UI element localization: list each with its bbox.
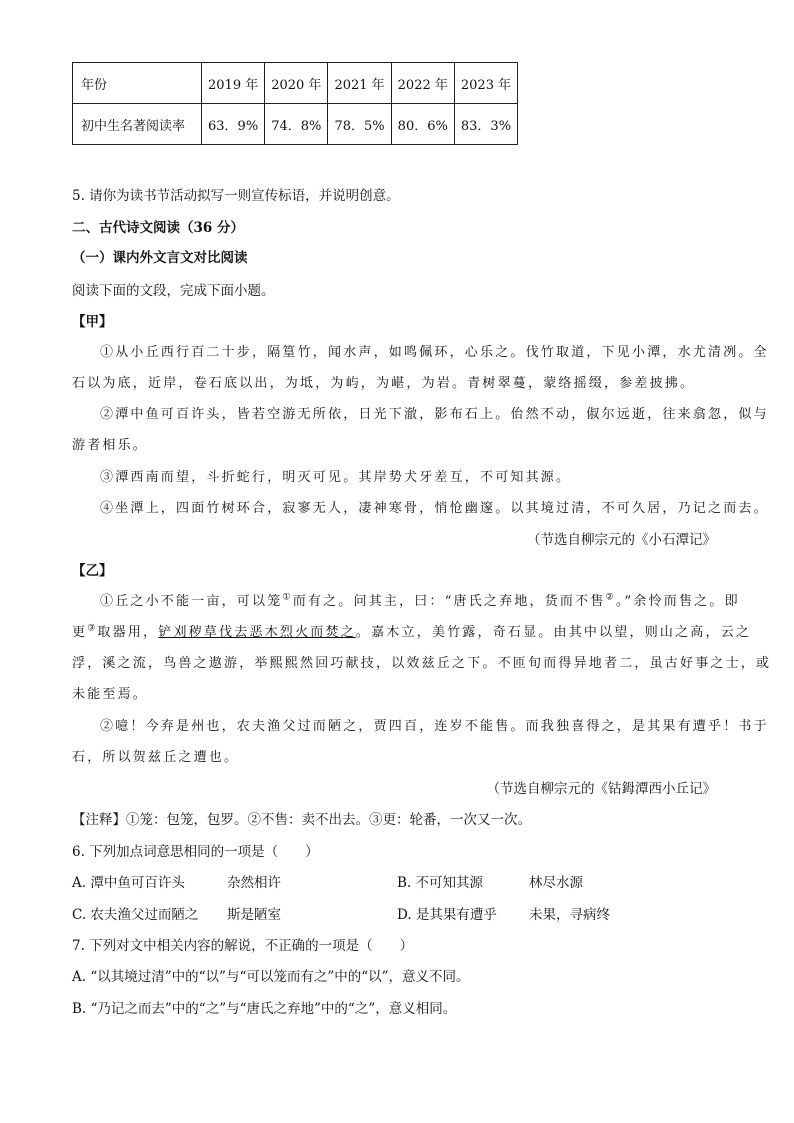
annotation-notes: 【注释】①笼：包笼，包罗。②不售：卖不出去。③更：轮番，一次又一次。 bbox=[72, 812, 531, 828]
passage-yi-label: 【乙】 bbox=[72, 563, 113, 579]
table-cell: 63．9% bbox=[202, 104, 265, 145]
table-cell: 2022 年 bbox=[391, 63, 454, 104]
text-span: 。嘉木立，美竹露，奇石显。由其中以望，则山之高，云之 bbox=[355, 625, 752, 640]
underlined-sentence: 铲刈秽草伐去恶木烈火而焚之 bbox=[158, 625, 356, 640]
question-7-stem: 7. 下列对文中相关内容的解说，不正确的一项是（ ） bbox=[72, 938, 414, 954]
passage-yi-line bbox=[72, 621, 751, 640]
text-span: 而有之。问其主，曰：“唐氏之弃地，货而不售 bbox=[292, 594, 606, 609]
subsection-1-heading: （一）课内外文言文对比阅读 bbox=[72, 250, 248, 266]
option-a-compare: 杂然相许 bbox=[227, 875, 281, 891]
text-span: 取器用， bbox=[97, 625, 159, 640]
passage-jia-line: 游者相乐。 bbox=[72, 438, 149, 453]
passage-jia-line: ③潭西南而望，斗折蛇行，明灭可见。其岸势犬牙差互，不可知其源。 bbox=[100, 470, 572, 485]
passage-jia-line: ②潭中鱼可百许头，皆若空游无所依，日光下澈，影布石上。佁然不动，俶尔远逝，往来翕忽，似与 bbox=[100, 407, 769, 422]
text-span: 。”余怜而售之。即 bbox=[615, 594, 740, 609]
table-cell: 83．3% bbox=[454, 104, 517, 145]
reading-rate-table bbox=[72, 62, 518, 145]
passage-jia-label: 【甲】 bbox=[72, 314, 113, 330]
table-cell: 80．6% bbox=[391, 104, 454, 145]
passage-yi-source: （节选自柳宗元的《钴鉧潭西小丘记》 bbox=[486, 781, 716, 797]
passage-yi-line bbox=[100, 590, 740, 609]
table-header-row bbox=[73, 63, 518, 104]
question-5: 5. 请你为读书节活动拟写一则宣传标语，并说明创意。 bbox=[72, 188, 400, 204]
table-cell: 初中生名著阅读率 bbox=[73, 104, 202, 145]
note-marker: ① bbox=[282, 592, 293, 603]
passage-jia-line: ①从小丘西行百二十步，隔篁竹，闻水声，如鸣佩环，心乐之。伐竹取道，下见小潭，水尤清冽。全 bbox=[100, 345, 769, 360]
passage-yi-line: 未能至焉。 bbox=[72, 687, 149, 702]
table-cell: 2023 年 bbox=[454, 63, 517, 104]
text-span: 更 bbox=[72, 625, 88, 640]
question-6-stem: 6. 下列加点词意思相同的一项是（ ） bbox=[72, 844, 319, 860]
table-cell: 74．8% bbox=[265, 104, 328, 145]
table-cell: 2019 年 bbox=[202, 63, 265, 104]
passage-jia-line: ④坐潭上，四面竹树环合，寂寥无人，凄神寒骨，悄怆幽邃。以其境过清，不可久居，乃记之而去。 bbox=[100, 501, 769, 516]
option-d: D. 是其果有遭乎 bbox=[397, 907, 497, 923]
option-a: A. 潭中鱼可百许头 bbox=[72, 875, 185, 891]
table-cell: 年份 bbox=[73, 63, 202, 104]
option-d-compare: 未果，寻病终 bbox=[529, 907, 610, 923]
passage-jia-source: （节选自柳宗元的《小石潭记》 bbox=[527, 532, 716, 548]
question-7-option-a: A. “以其境过清”中的“以”与“可以笼而有之”中的“以”，意义不同。 bbox=[72, 969, 470, 985]
table-cell: 2021 年 bbox=[328, 63, 391, 104]
reading-instruction: 阅读下面的文段，完成下面小题。 bbox=[72, 283, 275, 299]
passage-jia-line: 石以为底，近岸，卷石底以出，为坻，为屿，为嵁，为岩。青树翠蔓，蒙络摇缀，参差披拂。 bbox=[72, 376, 696, 391]
note-marker: ③ bbox=[87, 623, 98, 634]
option-c-compare: 斯是陋室 bbox=[227, 907, 281, 923]
section-2-heading: 二、古代诗文阅读（36 分） bbox=[72, 220, 244, 236]
text-span: ①丘之小不能一亩，可以笼 bbox=[100, 594, 283, 609]
table-cell: 2020 年 bbox=[265, 63, 328, 104]
option-b: B. 不可知其源 bbox=[397, 875, 484, 891]
option-c: C. 农夫渔父过而陋之 bbox=[72, 907, 199, 923]
passage-yi-line: 石，所以贺兹丘之遭也。 bbox=[72, 750, 240, 765]
table-cell: 78．5% bbox=[328, 104, 391, 145]
question-7-option-b: B. “乃记之而去”中的“之”与“唐氏之弃地”中的“之”，意义相同。 bbox=[72, 1001, 457, 1017]
note-marker: ② bbox=[605, 592, 616, 603]
passage-yi-line: 浮，溪之流，鸟兽之遨游，举熙熙然回巧献技，以效兹丘之下。不匝旬而得异地者二，虽古好事之士，或 bbox=[72, 656, 772, 671]
option-b-compare: 林尽水源 bbox=[529, 875, 583, 891]
passage-yi-line: ②噫！今弃是州也，农夫渔父过而陋之，贾四百，连岁不能售。而我独喜得之，是其果有遭乎！书于 bbox=[100, 719, 769, 734]
table-row bbox=[73, 104, 518, 145]
